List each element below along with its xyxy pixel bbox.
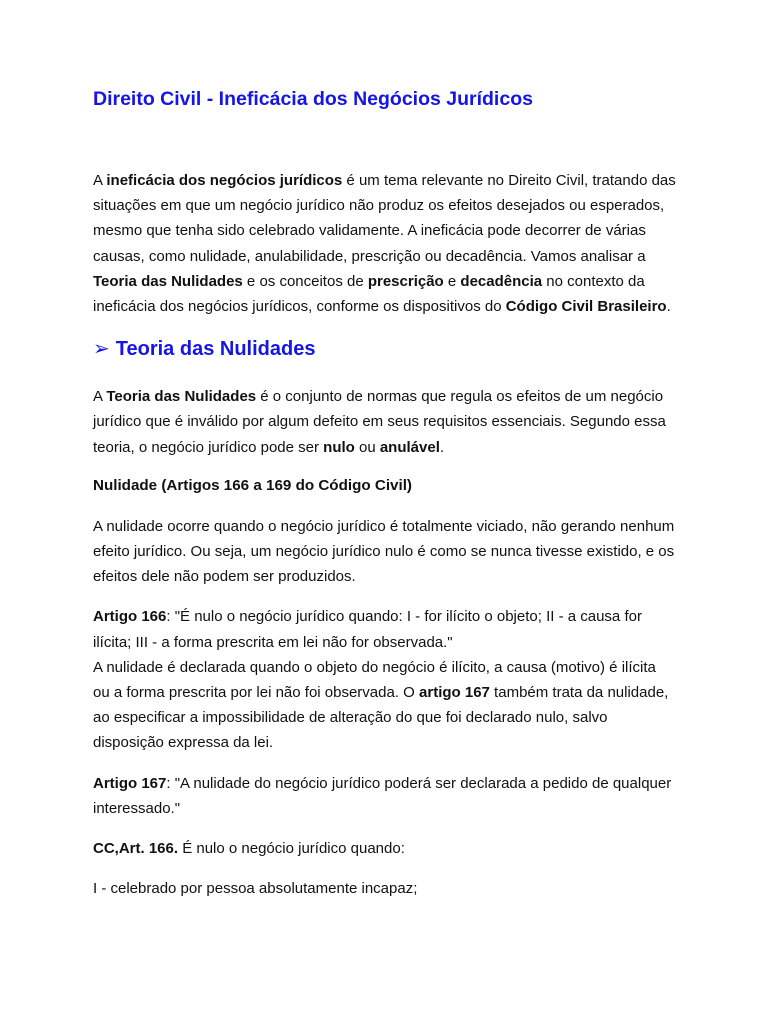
nulidade-subheading: Nulidade (Artigos 166 a 169 do Código Civil): [93, 476, 412, 494]
teoria-text-3: ou: [354, 438, 380, 456]
intro-text-5: no contexto da ineficácia dos negócios jurídicos, conforme os dispositivos do: [93, 272, 645, 316]
intro-paragraph: [93, 168, 676, 319]
artigo-166-explanation: A nulidade é declarada quando o objeto do negócio é ilícito, a causa (motivo) é ilícita ou a forma prescrita por lei não foi observada. O: [93, 658, 656, 702]
section-heading-text: Teoria das Nulidades: [115, 338, 316, 361]
intro-bold-codigo-civil: Código Civil Brasileiro: [505, 298, 667, 316]
artigo-167-reference: artigo 167: [419, 684, 490, 702]
artigo-167-label: Artigo 167: [93, 774, 167, 792]
section-heading: [93, 335, 676, 362]
intro-bold-ineficacia: ineficácia dos negócios jurídicos: [106, 172, 343, 189]
intro-text-1: A: [93, 172, 107, 189]
teoria-text-2: é o conjunto de normas que regula os efeitos de um negócio jurídico que é inválido por algum defeito em seus requisitos essenciais. Segundo essa teoria, o negócio jurídico pode ser: [93, 388, 666, 456]
intro-bold-teoria: Teoria das Nulidades: [93, 272, 243, 290]
artigo-166-paragraph: [93, 604, 676, 755]
intro-text-3: e os conceitos de: [242, 272, 368, 290]
page-title: Direito Civil - Ineficácia dos Negócios Jurídicos: [93, 88, 533, 110]
intro-text-4: e: [443, 272, 461, 290]
artigo-167-quote: : "A nulidade do negócio jurídico poderá ser declarada a pedido de qualquer interessado.": [93, 774, 672, 817]
teoria-bold-teoria: Teoria das Nulidades: [106, 388, 257, 406]
intro-bold-prescricao: prescrição: [367, 272, 444, 290]
teoria-paragraph: [93, 384, 676, 460]
teoria-text-1: A: [93, 388, 107, 406]
nulidade-paragraph: A nulidade ocorre quando o negócio jurídico é totalmente viciado, não gerando nenhum efeito jurídico. Ou seja, um negócio jurídico nulo é como se nunca tivesse existido, e os efeitos dele não podem ser produzidos.: [93, 517, 675, 586]
cc-art-166-text: É nulo o negócio jurídico quando:: [178, 840, 405, 858]
artigo-166-quote: : "É nulo o negócio jurídico quando: I - for ilícito o objeto; II - a causa for ilícita; III - a forma prescrita em lei não for observada.": [93, 608, 642, 651]
intro-bold-decadencia: decadência: [460, 272, 543, 290]
intro-text-6: .: [666, 298, 671, 316]
artigo-166-label: Artigo 166: [93, 608, 167, 626]
teoria-bold-nulo: nulo: [323, 438, 355, 456]
artigo-167-paragraph: [93, 771, 676, 821]
arrow-bullet-icon: ➢: [93, 336, 110, 361]
artigo-166-explanation-end: também trata da nulidade, ao especificar a impossibilidade de alteração do que foi declarado nulo, salvo disposição expressa da lei.: [93, 684, 669, 752]
teoria-text-4: .: [439, 438, 445, 456]
cc-art-166-label: CC,Art. 166.: [93, 840, 179, 858]
intro-text-2: é um tema relevante no Direito Civil, tratando das situações em que um negócio jurídico não produz os efeitos desejados ou esperados, mesmo que tenha sido celebrado validamente. A ineficácia pode decorrer de várias causas, como nulidade, anulabilidade, prescrição ou decadência. Vamos analisar a: [93, 172, 676, 265]
inciso-1-paragraph: I - celebrado por pessoa absolutamente incapaz;: [93, 880, 418, 898]
teoria-bold-anulavel: anulável: [379, 438, 440, 456]
cc-art-166-paragraph: [93, 836, 676, 861]
